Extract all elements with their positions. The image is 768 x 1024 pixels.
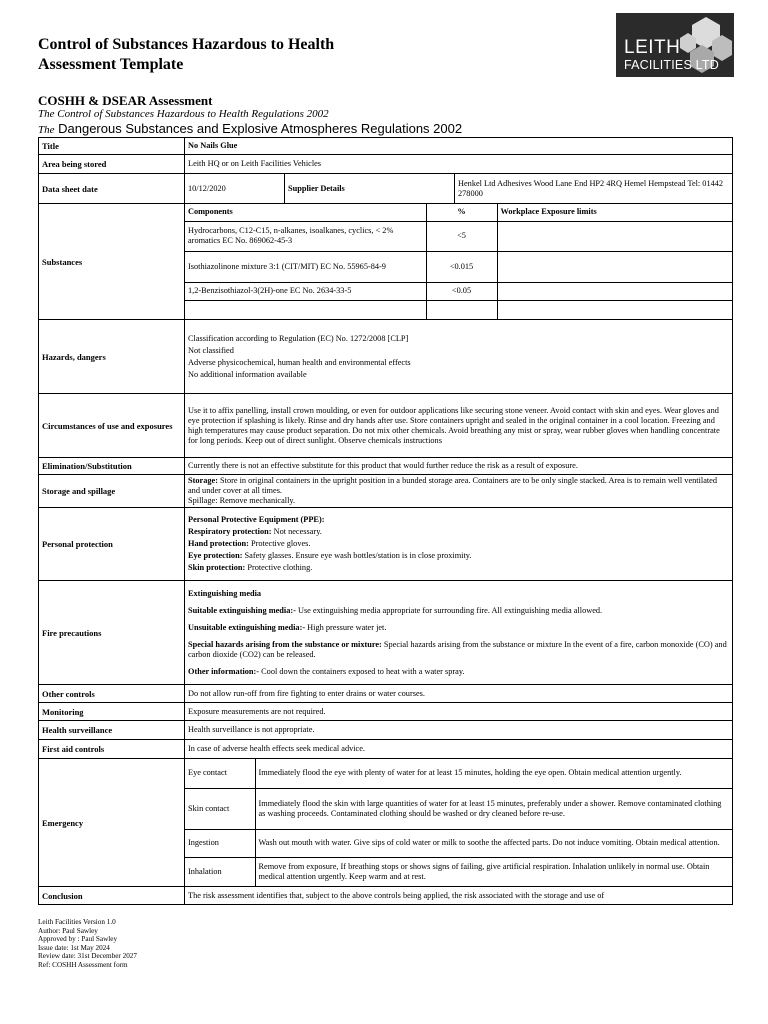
label-other-controls: Other controls	[39, 685, 185, 703]
value-fire	[185, 581, 733, 685]
ppe-item-value: Not necessary.	[271, 527, 322, 536]
leith-logo	[616, 13, 734, 77]
component-wel	[497, 300, 733, 319]
assessment-heading-block	[38, 93, 738, 138]
row-substances	[39, 204, 733, 320]
ppe-item-value: Safety glasses. Ensure eye wash bottles/station is in close proximity.	[242, 551, 472, 560]
footer-ref: Ref: COSHH Assessment form	[38, 960, 128, 969]
label-conclusion: Conclusion	[39, 887, 185, 905]
table-row	[185, 857, 733, 886]
ppe-item	[188, 539, 729, 549]
value-title: No Nails Glue	[185, 138, 733, 155]
table-row	[185, 788, 733, 829]
header-components: Components	[185, 204, 426, 221]
table-row	[185, 829, 733, 857]
storage-text: Store in original containers in the upright position in a bunded storage area. Containers are to be only single stacked. Area is to remain well ventilated and under cover at all times.	[188, 476, 718, 495]
value-personal	[185, 508, 733, 581]
substances-table	[185, 204, 733, 319]
label-personal: Personal protection	[39, 508, 185, 581]
ppe-item-label: Hand protection:	[188, 539, 249, 548]
table-row	[185, 759, 733, 788]
row-circumstances	[39, 394, 733, 458]
row-health	[39, 721, 733, 740]
spillage-text: Spillage: Remove mechanically.	[188, 496, 296, 505]
emergency-route: Skin contact	[185, 788, 255, 829]
row-other-controls	[39, 685, 733, 703]
fire-item	[188, 667, 729, 677]
fire-item-value: Cool down the containers exposed to heat with a water spray.	[259, 666, 465, 676]
fire-item-label: Other information:-	[188, 666, 260, 676]
ppe-item-value: Protective clothing.	[245, 563, 313, 572]
component-name: Isothiazolinone mixture 3:1 (CIT/MIT) EC No. 55965-84-9	[185, 251, 426, 282]
hazard-line: Classification according to Regulation (EC) No. 1272/2008 [CLP]	[188, 333, 409, 343]
fire-item	[188, 606, 729, 616]
label-supplier: Supplier Details	[285, 174, 455, 204]
regulation-dsear-text: Dangerous Substances and Explosive Atmospheres Regulations 2002	[54, 121, 463, 136]
row-conclusion	[39, 887, 733, 905]
component-percent: <0.015	[426, 251, 497, 282]
logo-text-facilities: FACILITIES LTD	[624, 58, 719, 72]
regulation-dsear-prefix: The	[38, 124, 55, 136]
fire-item-label: Suitable extinguishing media:-	[188, 605, 296, 615]
label-title: Title	[39, 138, 185, 155]
value-elimination: Currently there is not an effective substitute for this product that would further reduce the risk as a result of exposure.	[185, 458, 733, 475]
ppe-heading: Personal Protective Equipment (PPE):	[188, 515, 325, 524]
ppe-item	[188, 551, 729, 561]
fire-item	[188, 640, 729, 660]
fire-item-label: Unsuitable extinguishing media:-	[188, 622, 306, 632]
fire-item-value: Special hazards arising from the substance or mixture In the event of a fire, carbon monoxide (CO) and carbon dioxide (CO2) can be released.	[188, 639, 727, 659]
footer-approved: Approved by : Paul Sawley	[38, 935, 118, 944]
emergency-route: Ingestion	[185, 829, 255, 857]
emergency-route: Eye contact	[185, 759, 255, 788]
label-health: Health surveillance	[39, 721, 185, 740]
emergency-action: Immediately flood the skin with large quantities of water for at least 15 minutes, preferably under a shower. Remove contaminated clothing as washing proceeds. Contaminated clothing should be washed or dry cleaned before re-use.	[255, 788, 733, 829]
hazard-line: Not classified	[188, 345, 234, 355]
row-datasheet	[39, 174, 733, 204]
value-health: Health surveillance is not appropriate.	[185, 721, 733, 740]
ppe-item-label: Eye protection:	[188, 551, 243, 560]
fire-item-value: High pressure water jet.	[305, 622, 387, 632]
table-row	[185, 221, 733, 251]
value-monitoring: Exposure measurements are not required.	[185, 703, 733, 721]
label-monitoring: Monitoring	[39, 703, 185, 721]
row-emergency	[39, 759, 733, 887]
value-storage	[185, 475, 733, 508]
title-line-2: Assessment Template	[38, 56, 184, 73]
component-percent: <0.05	[426, 282, 497, 300]
component-wel	[497, 221, 733, 251]
title-line-1: Control of Substances Hazardous to Health	[38, 36, 335, 53]
regulation-coshh: The Control of Substances Hazardous to Health Regulations 2002	[38, 108, 329, 120]
value-area: Leith HQ or on Leith Facilities Vehicles	[185, 155, 733, 174]
label-hazards: Hazards, dangers	[39, 320, 185, 394]
regulation-dsear	[38, 121, 738, 138]
fire-heading: Extinguishing media	[188, 588, 262, 598]
value-datasheet-date: 10/12/2020	[185, 174, 285, 204]
fire-item-value: Use extinguishing media appropriate for surrounding fire. All extinguishing media allowed.	[295, 605, 603, 615]
label-datasheet: Data sheet date	[39, 174, 185, 204]
label-first-aid: First aid controls	[39, 740, 185, 759]
value-hazards	[185, 320, 733, 394]
emergency-action: Immediately flood the eye with plenty of water for at least 15 minutes, holding the eye open. Obtain medical attention urgently.	[255, 759, 733, 788]
hazard-line: Adverse physicochemical, human health and environmental effects	[188, 357, 411, 367]
row-elimination	[39, 458, 733, 475]
assessment-table	[38, 137, 733, 905]
value-supplier: Henkel Ltd Adhesives Wood Lane End HP2 4RQ Hemel Hempstead Tel: 01442 278000	[455, 174, 733, 204]
document-footer	[38, 918, 338, 970]
fire-item-label: Special hazards arising from the substance or mixture:	[188, 639, 382, 649]
label-area: Area being stored	[39, 155, 185, 174]
component-percent: <5	[426, 221, 497, 251]
page-title	[38, 35, 438, 75]
table-row	[185, 282, 733, 300]
label-substances: Substances	[39, 204, 185, 320]
storage-label: Storage:	[188, 476, 218, 485]
value-other-controls: Do not allow run-off from fire fighting to enter drains or water courses.	[185, 685, 733, 703]
row-personal	[39, 508, 733, 581]
ppe-item-label: Skin protection:	[188, 563, 246, 572]
row-hazards	[39, 320, 733, 394]
emergency-route: Inhalation	[185, 857, 255, 886]
emergency-table	[185, 759, 733, 886]
substances-header-row	[185, 204, 733, 221]
header-wel: Workplace Exposure limits	[497, 204, 733, 221]
table-row	[185, 251, 733, 282]
assessment-heading: COSHH & DSEAR Assessment	[38, 93, 213, 108]
component-name: Hydrocarbons, C12-C15, n-alkanes, isoalkanes, cyclics, < 2% aromatics EC No. 869062-45-3	[185, 221, 426, 251]
header-percent: %	[426, 204, 497, 221]
component-name	[185, 300, 426, 319]
row-storage	[39, 475, 733, 508]
value-circumstances: Use it to affix panelling, install crown moulding, or even for outdoor applications like securing stone veneer. Avoid contact with skin and eyes. Wear gloves and eye protection if splashing is likely. Rinse and dry hands after use. Store containers upright and sealed in the original container in a cool location. Freezing and high temperatures may cause product separation. Do not mix other chemicals. Avoid breathing any mist or spray, wear rubber gloves when handling concentrate for long periods. Keep out of direct sunlight. Observe chemicals instructions	[185, 394, 733, 458]
ppe-item-label: Respiratory protection:	[188, 527, 272, 536]
value-conclusion: The risk assessment identifies that, subject to the above controls being applied, the risk associated with the storage and use of	[185, 887, 733, 905]
emergency-action: Wash out mouth with water. Give sips of cold water or milk to soothe the affected parts. Do not induce vomiting. Obtain medical attention.	[255, 829, 733, 857]
component-percent	[426, 300, 497, 319]
ppe-item-value: Protective gloves.	[248, 539, 311, 548]
component-wel	[497, 282, 733, 300]
component-wel	[497, 251, 733, 282]
substances-cell	[185, 204, 733, 320]
ppe-item	[188, 527, 729, 537]
footer-review-date: Review date: 31st December 2027	[38, 952, 137, 961]
component-name: 1,2-Benzisothiazol-3(2H)-one EC No. 2634-33-5	[185, 282, 426, 300]
row-fire	[39, 581, 733, 685]
row-title	[39, 138, 733, 155]
row-monitoring	[39, 703, 733, 721]
footer-version: Leith Facilities Version 1.0	[38, 918, 116, 926]
value-first-aid: In case of adverse health effects seek medical advice.	[185, 740, 733, 759]
emergency-action: Remove from exposure, If breathing stops or shows signs of failing, give artificial respiration. Inhalation unlikely in normal use. Obtain medical attention urgently. Keep warm and at rest.	[255, 857, 733, 886]
emergency-cell	[185, 759, 733, 887]
label-storage: Storage and spillage	[39, 475, 185, 508]
row-first-aid	[39, 740, 733, 759]
row-area	[39, 155, 733, 174]
logo-text-leith: LEITH	[624, 37, 681, 58]
fire-item	[188, 623, 729, 633]
hazard-line: No additional information available	[188, 369, 307, 379]
table-row	[185, 300, 733, 319]
label-elimination: Elimination/Substitution	[39, 458, 185, 475]
label-fire: Fire precautions	[39, 581, 185, 685]
footer-author: Author: Paul Sawley	[38, 926, 98, 935]
label-emergency: Emergency	[39, 759, 185, 887]
ppe-item	[188, 563, 729, 573]
footer-issue-date: Issue date: 1st May 2024	[38, 943, 110, 952]
label-circumstances: Circumstances of use and exposures	[39, 394, 185, 458]
